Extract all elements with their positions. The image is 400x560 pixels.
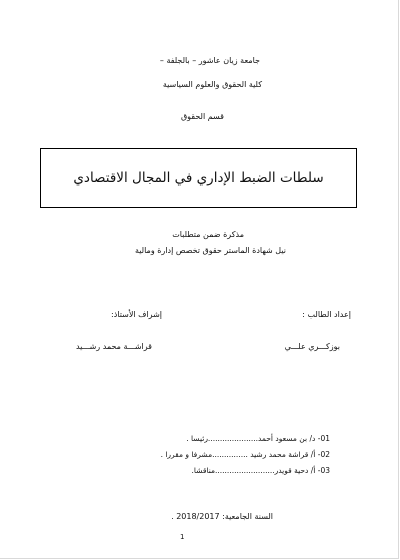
page-number: 1: [180, 533, 185, 541]
student-name: بوزكـــري علـــي: [284, 342, 340, 351]
faculty-name: كلية الحقوق والعلوم السياسية: [162, 80, 262, 89]
department-name: قسم الحقوق: [180, 112, 224, 121]
title-box: [40, 148, 357, 208]
memo-line-2: نيل شهادة الماستر حقوق تخصص إدارة ومالية: [134, 246, 286, 255]
academic-year: السنة الجامعية: 2018/2017 .: [171, 512, 273, 521]
memo-line-1: مذكرة ضمن متطلبات: [172, 230, 244, 239]
jury-member-1: 01- د/ بن مسعود أحمد.....................رئيسا .: [186, 434, 330, 443]
thesis-title: سلطات الضبط الإداري في المجال الاقتصادي: [73, 170, 324, 186]
jury-member-3: 03- أ/ دحية قويدر.........................مناقشا.: [191, 466, 330, 475]
university-name: جامعة زيان عاشور – بالجلفة –: [159, 56, 260, 65]
supervisor-label: إشراف الأستاذ:: [111, 310, 162, 319]
supervisor-name: قراشـــة محمد رشـــيد: [75, 342, 152, 351]
student-label: إعداد الطالب :: [302, 310, 351, 319]
jury-member-2: 02- أ/ قراشة محمد رشيد ...............مشرفا و مقررا .: [160, 450, 330, 459]
